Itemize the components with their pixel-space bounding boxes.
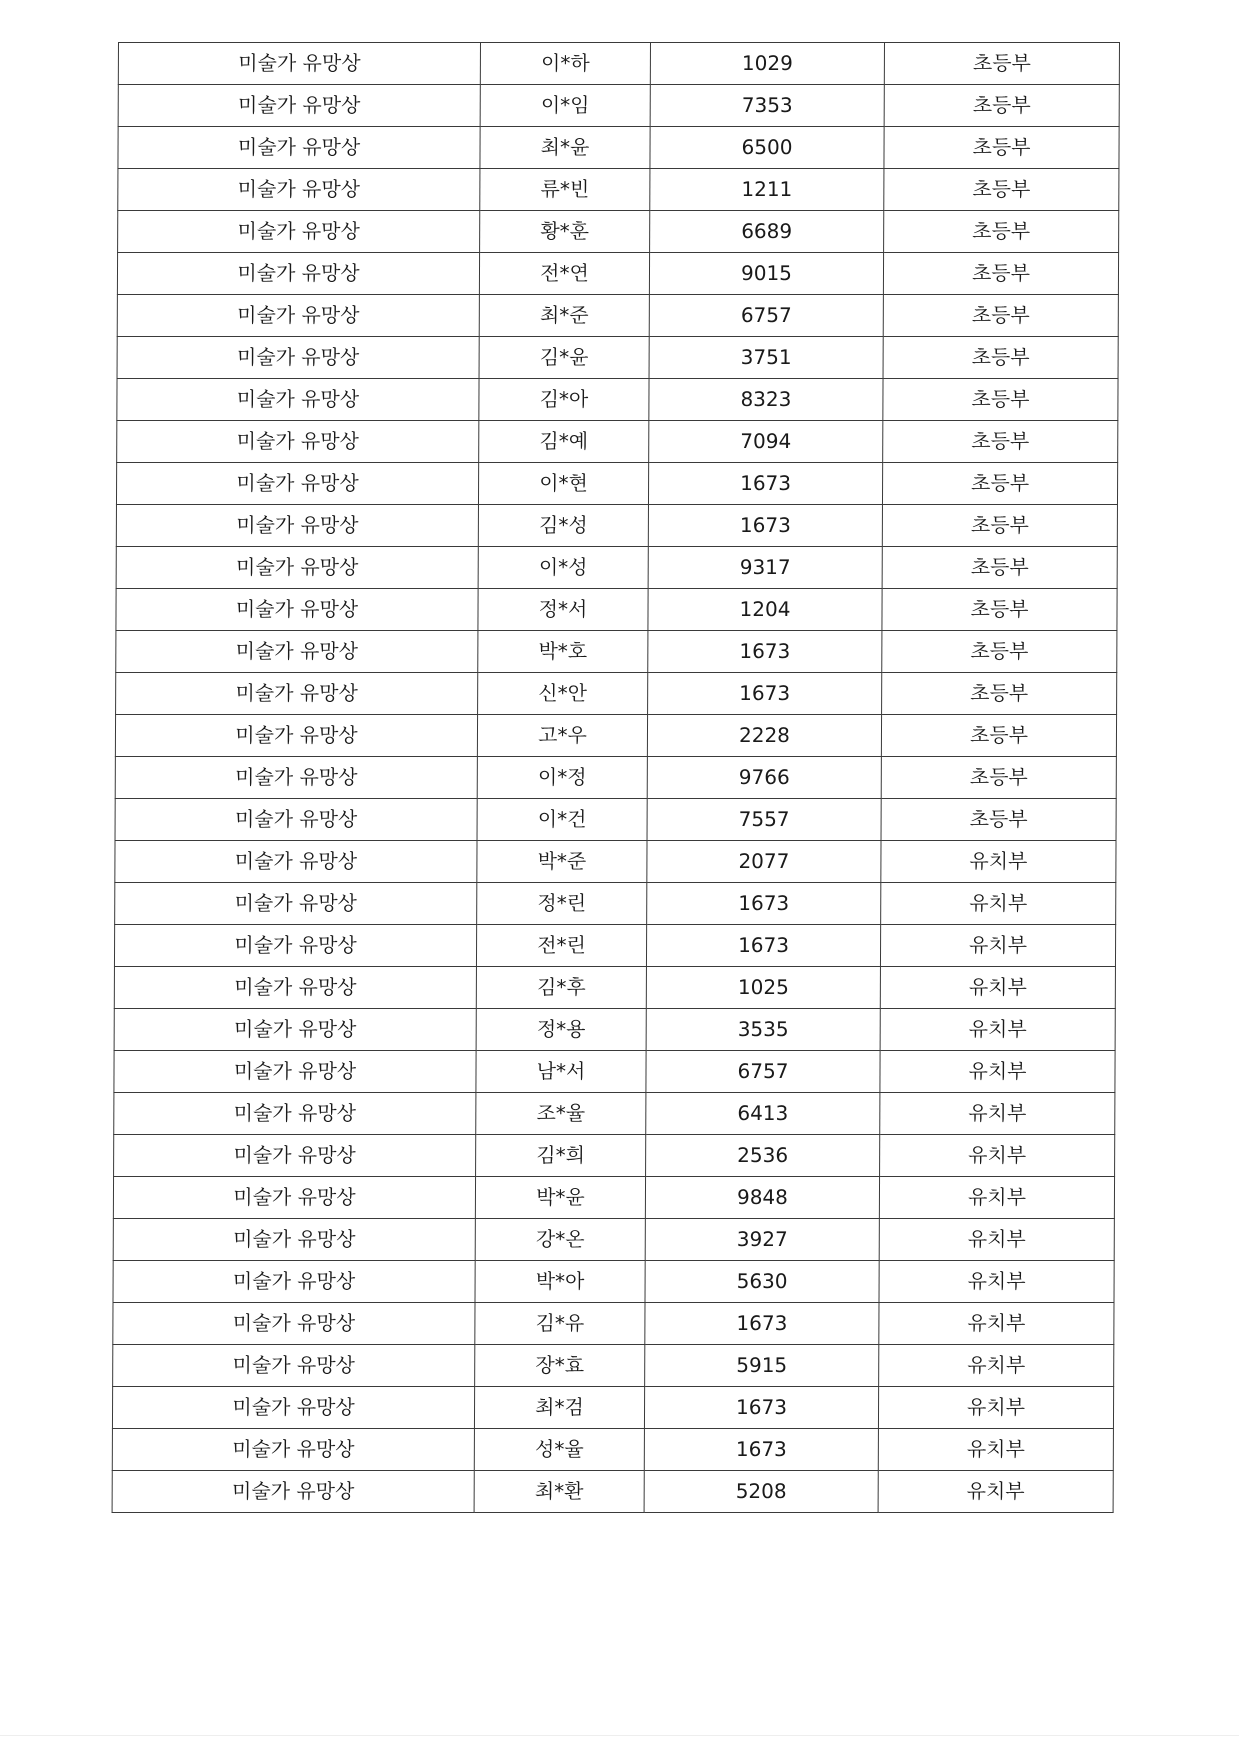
code-cell: 9848 (645, 1177, 879, 1219)
table-row (114, 1135, 1115, 1177)
name-cell: 이*건 (477, 799, 647, 841)
name-cell: 박*아 (475, 1261, 645, 1303)
award-cell: 미술가 유망상 (112, 1387, 474, 1429)
code-cell: 1673 (648, 463, 882, 505)
award-cell: 미술가 유망상 (114, 1009, 476, 1051)
name-cell: 김*희 (476, 1135, 646, 1177)
division-cell: 유치부 (881, 841, 1116, 883)
award-cell: 미술가 유망상 (115, 757, 477, 799)
division-cell: 초등부 (881, 799, 1116, 841)
table-row (118, 127, 1119, 169)
award-cell: 미술가 유망상 (115, 799, 477, 841)
code-cell: 6689 (650, 211, 884, 253)
award-cell: 미술가 유망상 (114, 1135, 476, 1177)
division-cell: 초등부 (884, 127, 1119, 169)
award-table-body (112, 43, 1119, 1513)
table-row (113, 1219, 1114, 1261)
name-cell: 김*윤 (479, 337, 649, 379)
table-row (117, 337, 1118, 379)
division-cell: 유치부 (881, 883, 1116, 925)
table-row (114, 1093, 1115, 1135)
table-row (117, 379, 1118, 421)
name-cell: 최*준 (479, 295, 649, 337)
award-cell: 미술가 유망상 (112, 1471, 474, 1513)
code-cell: 6500 (650, 127, 884, 169)
name-cell: 김*아 (479, 379, 649, 421)
division-cell: 초등부 (882, 589, 1117, 631)
code-cell: 3535 (646, 1009, 880, 1051)
award-cell: 미술가 유망상 (113, 1177, 475, 1219)
award-cell: 미술가 유망상 (114, 925, 476, 967)
award-cell: 미술가 유망상 (118, 211, 480, 253)
award-cell: 미술가 유망상 (118, 43, 480, 85)
name-cell: 강*온 (475, 1219, 645, 1261)
table-row (118, 43, 1119, 85)
name-cell: 전*린 (476, 925, 646, 967)
award-cell: 미술가 유망상 (117, 253, 479, 295)
name-cell: 최*환 (474, 1471, 644, 1513)
award-cell: 미술가 유망상 (116, 547, 478, 589)
code-cell: 1673 (645, 1303, 879, 1345)
award-cell: 미술가 유망상 (117, 379, 479, 421)
code-cell: 2536 (646, 1135, 880, 1177)
table-row (114, 967, 1115, 1009)
award-cell: 미술가 유망상 (113, 1303, 475, 1345)
name-cell: 고*우 (477, 715, 647, 757)
table-row (115, 715, 1116, 757)
code-cell: 1211 (650, 169, 884, 211)
award-cell: 미술가 유망상 (117, 421, 479, 463)
name-cell: 이*하 (480, 43, 650, 85)
table-row (112, 1429, 1113, 1471)
name-cell: 박*윤 (475, 1177, 645, 1219)
award-cell: 미술가 유망상 (114, 1093, 476, 1135)
table-row (118, 169, 1119, 211)
code-cell: 3927 (645, 1219, 879, 1261)
name-cell: 정*서 (478, 589, 648, 631)
code-cell: 7353 (650, 85, 884, 127)
table-row (114, 925, 1115, 967)
division-cell: 유치부 (880, 1135, 1115, 1177)
table-row (116, 505, 1117, 547)
division-cell: 유치부 (878, 1429, 1113, 1471)
award-cell: 미술가 유망상 (118, 127, 480, 169)
award-cell: 미술가 유망상 (116, 589, 478, 631)
division-cell: 초등부 (882, 463, 1117, 505)
division-cell: 유치부 (880, 967, 1115, 1009)
name-cell: 김*유 (475, 1303, 645, 1345)
name-cell: 이*현 (478, 463, 648, 505)
name-cell: 전*연 (479, 253, 649, 295)
division-cell: 초등부 (881, 757, 1116, 799)
code-cell: 1673 (646, 925, 880, 967)
division-cell: 초등부 (883, 253, 1118, 295)
award-cell: 미술가 유망상 (113, 1261, 475, 1303)
table-row (115, 841, 1116, 883)
division-cell: 유치부 (880, 1093, 1115, 1135)
table-row (116, 589, 1117, 631)
division-cell: 초등부 (883, 421, 1118, 463)
name-cell: 이*성 (478, 547, 648, 589)
award-cell: 미술가 유망상 (114, 967, 476, 1009)
code-cell: 6757 (646, 1051, 880, 1093)
award-cell: 미술가 유망상 (113, 1219, 475, 1261)
name-cell: 황*훈 (480, 211, 650, 253)
code-cell: 6757 (649, 295, 883, 337)
code-cell: 9317 (648, 547, 882, 589)
table-row (116, 463, 1117, 505)
division-cell: 유치부 (878, 1387, 1113, 1429)
name-cell: 이*정 (477, 757, 647, 799)
name-cell: 성*율 (474, 1429, 644, 1471)
award-cell: 미술가 유망상 (118, 169, 480, 211)
award-cell: 미술가 유망상 (116, 505, 478, 547)
table-row (118, 211, 1119, 253)
award-cell: 미술가 유망상 (115, 841, 477, 883)
division-cell: 유치부 (880, 925, 1115, 967)
name-cell: 류*빈 (480, 169, 650, 211)
division-cell: 유치부 (879, 1177, 1114, 1219)
table-row (118, 85, 1119, 127)
table-row (115, 799, 1116, 841)
table-row (115, 883, 1116, 925)
table-row (116, 673, 1117, 715)
award-cell: 미술가 유망상 (115, 715, 477, 757)
code-cell: 6413 (646, 1093, 880, 1135)
name-cell: 최*검 (474, 1387, 644, 1429)
name-cell: 김*예 (479, 421, 649, 463)
scan-edge-line (0, 1735, 1239, 1736)
code-cell: 2228 (647, 715, 881, 757)
division-cell: 초등부 (883, 337, 1118, 379)
code-cell: 5630 (645, 1261, 879, 1303)
division-cell: 유치부 (879, 1303, 1114, 1345)
name-cell: 박*준 (477, 841, 647, 883)
table-row (117, 253, 1118, 295)
code-cell: 1673 (644, 1387, 878, 1429)
award-cell: 미술가 유망상 (116, 631, 478, 673)
code-cell: 1673 (648, 673, 882, 715)
name-cell: 조*율 (476, 1093, 646, 1135)
division-cell: 초등부 (882, 631, 1117, 673)
division-cell: 초등부 (882, 547, 1117, 589)
table-row (113, 1303, 1114, 1345)
division-cell: 유치부 (879, 1345, 1114, 1387)
code-cell: 9766 (647, 757, 881, 799)
division-cell: 초등부 (884, 85, 1119, 127)
code-cell: 1029 (650, 43, 884, 85)
division-cell: 초등부 (884, 43, 1119, 85)
table-row (114, 1051, 1115, 1093)
division-cell: 유치부 (879, 1219, 1114, 1261)
name-cell: 이*임 (480, 85, 650, 127)
division-cell: 유치부 (879, 1261, 1114, 1303)
division-cell: 초등부 (882, 673, 1117, 715)
code-cell: 1673 (644, 1429, 878, 1471)
division-cell: 초등부 (884, 169, 1119, 211)
division-cell: 유치부 (880, 1051, 1115, 1093)
division-cell: 초등부 (884, 211, 1119, 253)
name-cell: 남*서 (476, 1051, 646, 1093)
division-cell: 초등부 (882, 505, 1117, 547)
award-cell: 미술가 유망상 (118, 85, 480, 127)
name-cell: 정*린 (477, 883, 647, 925)
code-cell: 7094 (649, 421, 883, 463)
award-cell: 미술가 유망상 (116, 463, 478, 505)
code-cell: 1673 (648, 505, 882, 547)
award-cell: 미술가 유망상 (112, 1429, 474, 1471)
award-cell: 미술가 유망상 (114, 1051, 476, 1093)
table-row (115, 757, 1116, 799)
code-cell: 8323 (649, 379, 883, 421)
table-row (113, 1177, 1114, 1219)
code-cell: 7557 (647, 799, 881, 841)
award-table (112, 42, 1120, 1513)
table-row (112, 1471, 1113, 1513)
division-cell: 초등부 (881, 715, 1116, 757)
code-cell: 3751 (649, 337, 883, 379)
name-cell: 최*윤 (480, 127, 650, 169)
code-cell: 5208 (644, 1471, 878, 1513)
name-cell: 김*후 (476, 967, 646, 1009)
table-row (116, 631, 1117, 673)
division-cell: 유치부 (878, 1471, 1113, 1513)
table-row (117, 421, 1118, 463)
table-row (117, 295, 1118, 337)
table-row (113, 1345, 1114, 1387)
code-cell: 1673 (647, 883, 881, 925)
code-cell: 1025 (646, 967, 880, 1009)
division-cell: 초등부 (883, 295, 1118, 337)
code-cell: 5915 (645, 1345, 879, 1387)
table-row (112, 1387, 1113, 1429)
division-cell: 유치부 (880, 1009, 1115, 1051)
award-cell: 미술가 유망상 (117, 337, 479, 379)
table-row (114, 1009, 1115, 1051)
name-cell: 정*용 (476, 1009, 646, 1051)
division-cell: 초등부 (883, 379, 1118, 421)
code-cell: 1673 (648, 631, 882, 673)
award-cell: 미술가 유망상 (117, 295, 479, 337)
name-cell: 신*안 (478, 673, 648, 715)
code-cell: 2077 (647, 841, 881, 883)
name-cell: 박*호 (478, 631, 648, 673)
name-cell: 장*효 (475, 1345, 645, 1387)
award-cell: 미술가 유망상 (113, 1345, 475, 1387)
table-row (116, 547, 1117, 589)
code-cell: 1204 (648, 589, 882, 631)
award-cell: 미술가 유망상 (116, 673, 478, 715)
table-row (113, 1261, 1114, 1303)
award-cell: 미술가 유망상 (115, 883, 477, 925)
name-cell: 김*성 (478, 505, 648, 547)
code-cell: 9015 (649, 253, 883, 295)
